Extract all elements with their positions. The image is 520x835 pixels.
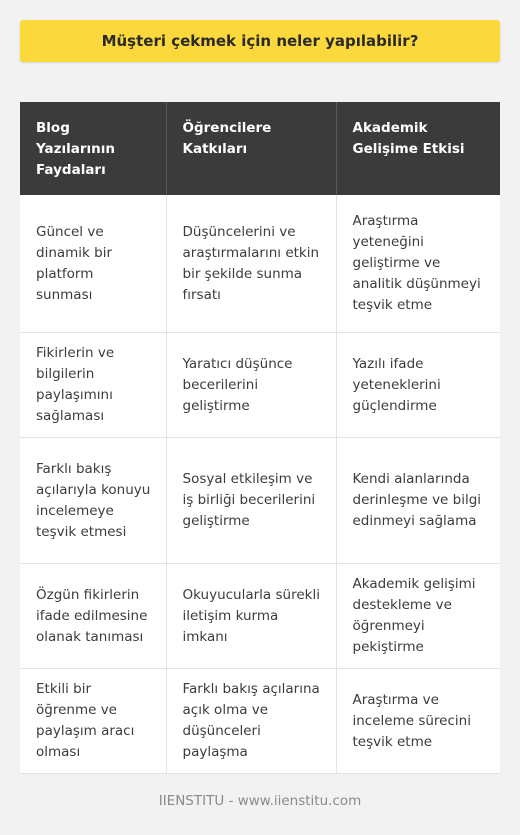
table-cell: Okuyucularla sürekli iletişim kurma imkanı	[166, 564, 336, 669]
column-header-contributions: Öğrencilere Katkıları	[166, 102, 336, 195]
table-cell: Yaratıcı düşünce becerilerini geliştirme	[166, 333, 336, 438]
table-cell: Özgün fikirlerin ifade edilmesine olanak tanıması	[20, 564, 166, 669]
table-row	[20, 669, 500, 774]
table-row	[20, 333, 500, 438]
title-banner	[20, 20, 500, 62]
table-cell: Fikirlerin ve bilgilerin paylaşımını sağlaması	[20, 333, 166, 438]
column-header-benefits: Blog Yazılarının Faydaları	[20, 102, 166, 195]
table-header-row	[20, 102, 500, 195]
column-header-academic-impact: Akademik Gelişime Etkisi	[336, 102, 500, 195]
table-cell: Sosyal etkileşim ve iş birliği becerilerini geliştirme	[166, 438, 336, 564]
table-cell: Farklı bakış açılarıyla konuyu incelemeye teşvik etmesi	[20, 438, 166, 564]
table-cell: Araştırma ve inceleme sürecini teşvik etme	[336, 669, 500, 774]
table-cell: Akademik gelişimi destekleme ve öğrenmeyi pekiştirme	[336, 564, 500, 669]
page-title: Müşteri çekmek için neler yapılabilir?	[101, 32, 419, 50]
comparison-table	[20, 102, 500, 774]
table-row	[20, 564, 500, 669]
table-cell: Farklı bakış açılarına açık olma ve düşünceleri paylaşma	[166, 669, 336, 774]
table-cell: Güncel ve dinamik bir platform sunması	[20, 195, 166, 333]
table-cell: Araştırma yeteneğini geliştirme ve analitik düşünmeyi teşvik etme	[336, 195, 500, 333]
table-cell: Düşüncelerini ve araştırmalarını etkin bir şekilde sunma fırsatı	[166, 195, 336, 333]
table-cell: Etkili bir öğrenme ve paylaşım aracı olması	[20, 669, 166, 774]
footer-credit: IIENSTITU - www.iienstitu.com	[158, 793, 362, 809]
table-row	[20, 195, 500, 333]
table-row	[20, 438, 500, 564]
table-cell: Kendi alanlarında derinleşme ve bilgi edinmeyi sağlama	[336, 438, 500, 564]
table-cell: Yazılı ifade yeteneklerini güçlendirme	[336, 333, 500, 438]
